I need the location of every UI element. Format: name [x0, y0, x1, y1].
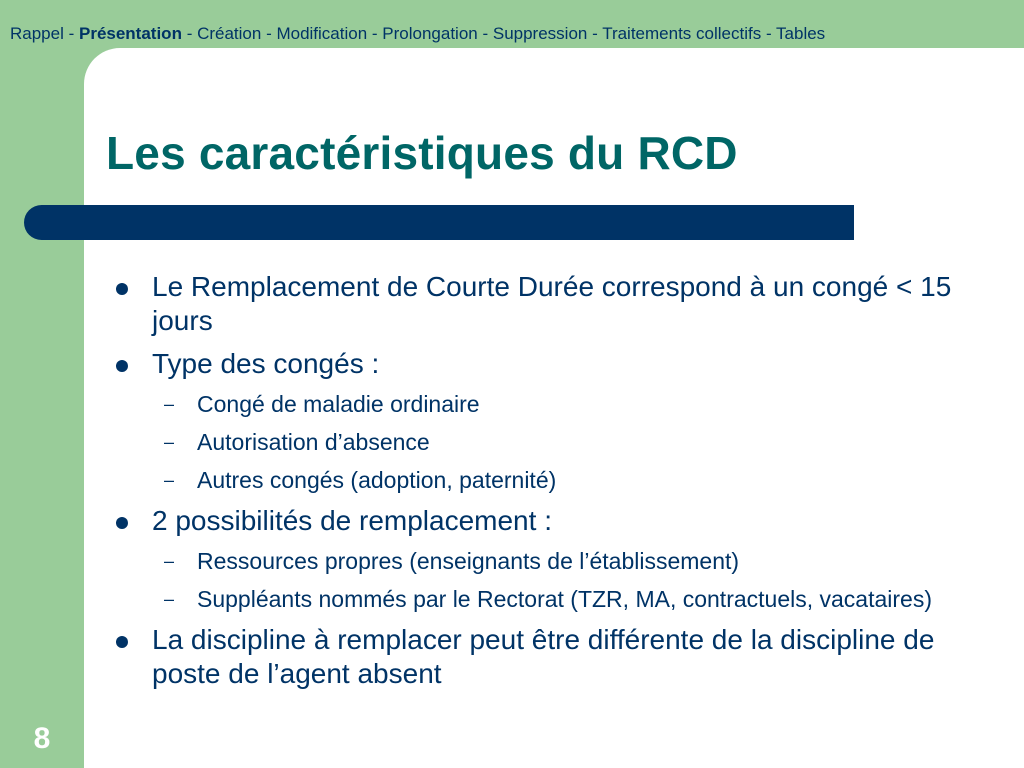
nav-item-tables[interactable]: Tables [776, 24, 826, 43]
title-underline-bar [24, 205, 854, 240]
nav-item-suppression[interactable]: Suppression [492, 24, 588, 43]
breadcrumb-nav [10, 24, 825, 44]
bullet-dot-icon [116, 636, 128, 648]
sub-bullet-item [110, 466, 990, 494]
bullet-text: La discipline à remplacer peut être différente de la discipline de poste de l’agent absent [152, 624, 935, 689]
bullet-list [110, 270, 990, 700]
nav-separator: - [63, 24, 79, 43]
nav-separator: - [477, 24, 493, 43]
dash-marker-icon: – [164, 432, 175, 452]
frame-left-band [0, 0, 84, 768]
nav-separator: - [181, 24, 198, 43]
sub-bullet-item [110, 585, 990, 613]
bullet-text: Ressources propres (enseignants de l’établissement) [197, 548, 740, 574]
frame-inner-corner [84, 48, 120, 84]
nav-item-presentation[interactable]: Présentation [78, 24, 182, 43]
nav-item-traitements-collectifs[interactable]: Traitements collectifs [602, 24, 762, 43]
nav-item-creation[interactable]: Création [197, 24, 262, 43]
nav-item-modification[interactable]: Modification [276, 24, 368, 43]
nav-separator: - [261, 24, 277, 43]
nav-item-rappel[interactable]: Rappel [10, 24, 64, 43]
nav-separator: - [761, 24, 777, 43]
dash-marker-icon: – [164, 551, 175, 571]
page-number: 8 [33, 722, 51, 755]
bullet-dot-icon [116, 360, 128, 372]
sub-bullet-item [110, 390, 990, 418]
bullet-text: Autorisation d’absence [197, 429, 430, 455]
bullet-text: 2 possibilités de remplacement : [152, 505, 552, 536]
bullet-text: Le Remplacement de Courte Durée correspond à un congé < 15 jours [152, 271, 952, 336]
bullet-dot-icon [116, 517, 128, 529]
bullet-text: Type des congés : [152, 348, 380, 379]
bullet-text: Autres congés (adoption, paternité) [197, 467, 557, 493]
bullet-item [110, 347, 990, 381]
page-title: Les caractéristiques du RCD [106, 127, 738, 179]
bullet-text: Suppléants nommés par le Rectorat (TZR, MA, contractuels, vacataires) [197, 586, 933, 612]
bullet-item [110, 504, 990, 538]
bullet-dot-icon [116, 283, 128, 295]
nav-separator: - [587, 24, 603, 43]
bullet-item [110, 270, 990, 338]
nav-item-prolongation[interactable]: Prolongation [382, 24, 478, 43]
bullet-text: Congé de maladie ordinaire [197, 391, 480, 417]
sub-bullet-item [110, 547, 990, 575]
sub-bullet-item [110, 428, 990, 456]
nav-separator: - [367, 24, 383, 43]
dash-marker-icon: – [164, 589, 175, 609]
bullet-item [110, 623, 990, 691]
dash-marker-icon: – [164, 470, 175, 490]
dash-marker-icon: – [164, 394, 175, 414]
